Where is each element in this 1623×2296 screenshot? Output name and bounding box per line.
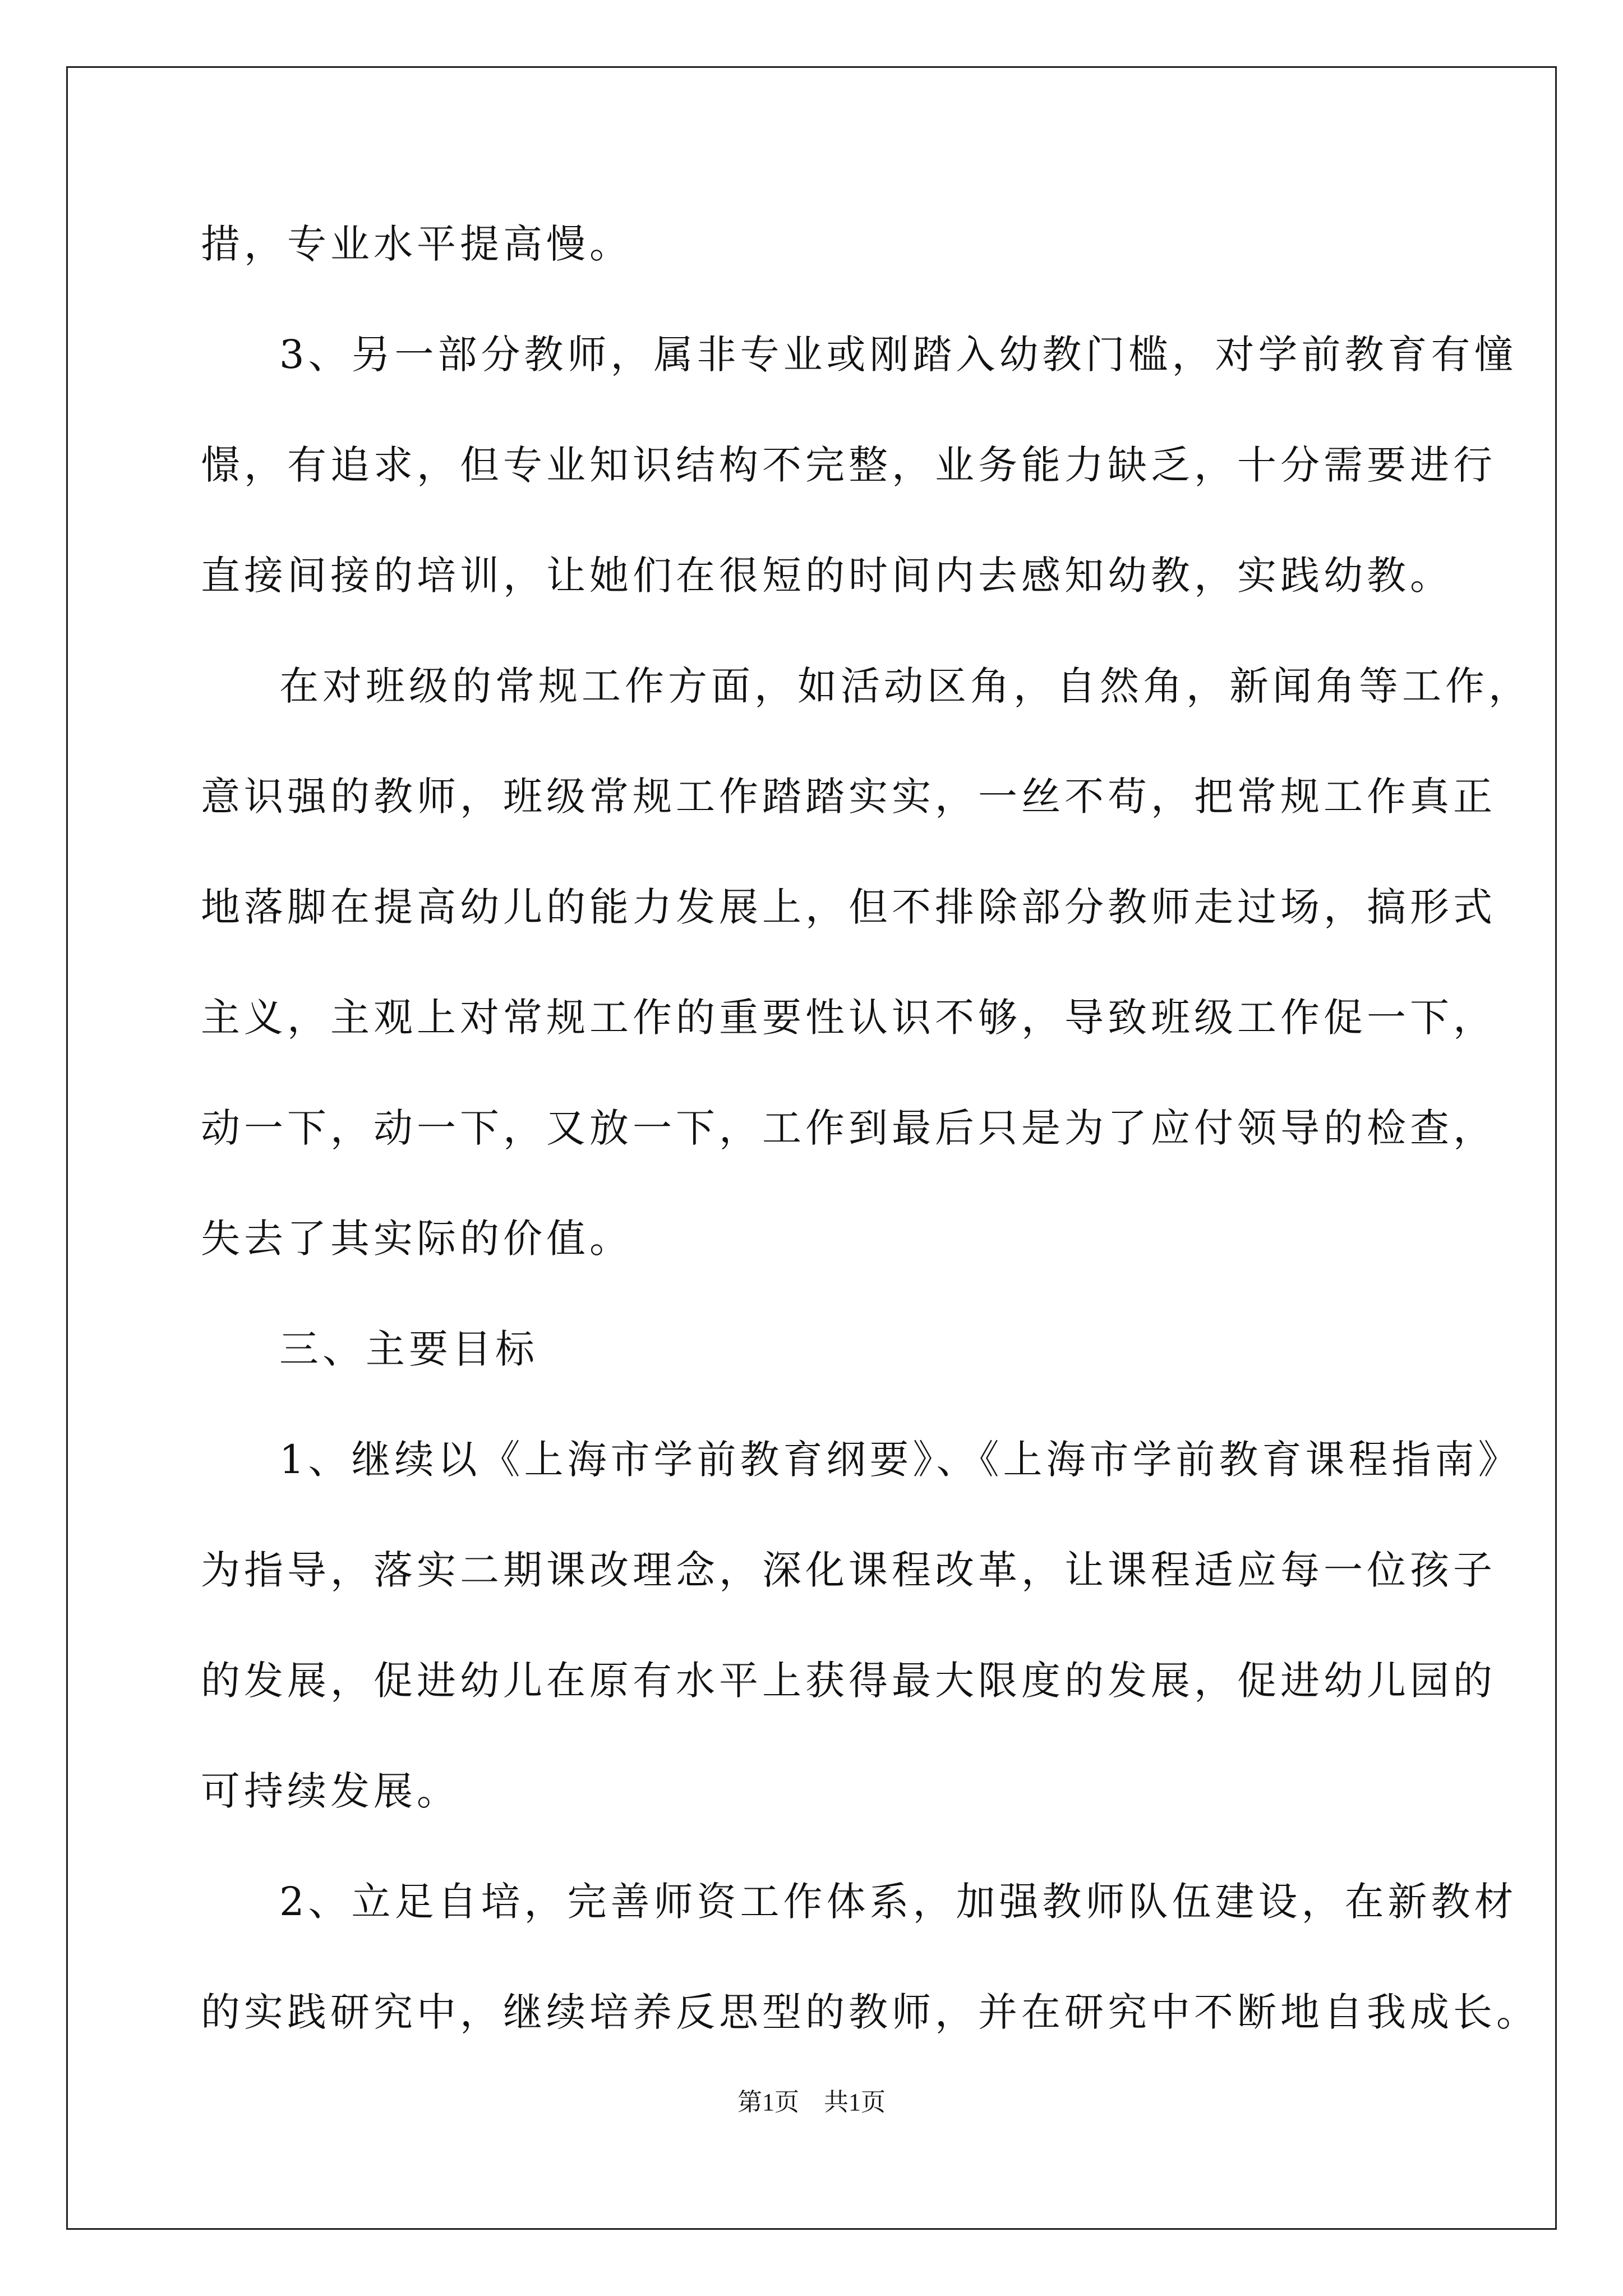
text-line: 意识强的教师，班级常规工作踏踏实实，一丝不苟，把常规工作真正 — [201, 774, 1496, 820]
text-line: 措，专业水平提高慢。 — [201, 221, 633, 267]
text-line: 动一下，动一下，又放一下，工作到最后只是为了应付领导的检查， — [201, 1105, 1496, 1151]
text-line: 1、继续以《上海市学前教育纲要》、《上海市学前教育课程指南》 — [279, 1437, 1521, 1483]
text-line: 憬，有追求，但专业知识结构不完整，业务能力缺乏，十分需要进行 — [201, 442, 1496, 488]
text-line: 地落脚在提高幼儿的能力发展上，但不排除部分教师走过场，搞形式 — [201, 884, 1496, 930]
text-line: 失去了其实际的价值。 — [201, 1216, 633, 1262]
text-line: 的实践研究中，继续培养反思型的教师，并在研究中不断地自我成长。 — [201, 1989, 1539, 2035]
text-line: 可持续发展。 — [201, 1768, 460, 1814]
text-line: 直接间接的培训，让她们在很短的时间内去感知幼教，实践幼教。 — [201, 553, 1453, 599]
text-line: 在对班级的常规工作方面，如活动区角，自然角，新闻角等工作， — [279, 663, 1532, 709]
page-footer: 第1页 共1页 — [737, 2088, 886, 2116]
text-line: 2、立足自培，完善师资工作体系，加强教师队伍建设，在新教材 — [279, 1879, 1518, 1925]
text-line: 的发展，促进幼儿在原有水平上获得最大限度的发展，促进幼儿园的 — [201, 1658, 1496, 1704]
text-line: 为指导，落实二期课改理念，深化课程改革，让课程适应每一位孩子 — [201, 1547, 1496, 1593]
text-line: 3、另一部分教师，属非专业或刚踏入幼教门槛，对学前教育有憧 — [279, 332, 1518, 378]
section-heading: 三、主要目标 — [279, 1326, 538, 1372]
text-line: 主义，主观上对常规工作的重要性认识不够，导致班级工作促一下， — [201, 995, 1496, 1041]
